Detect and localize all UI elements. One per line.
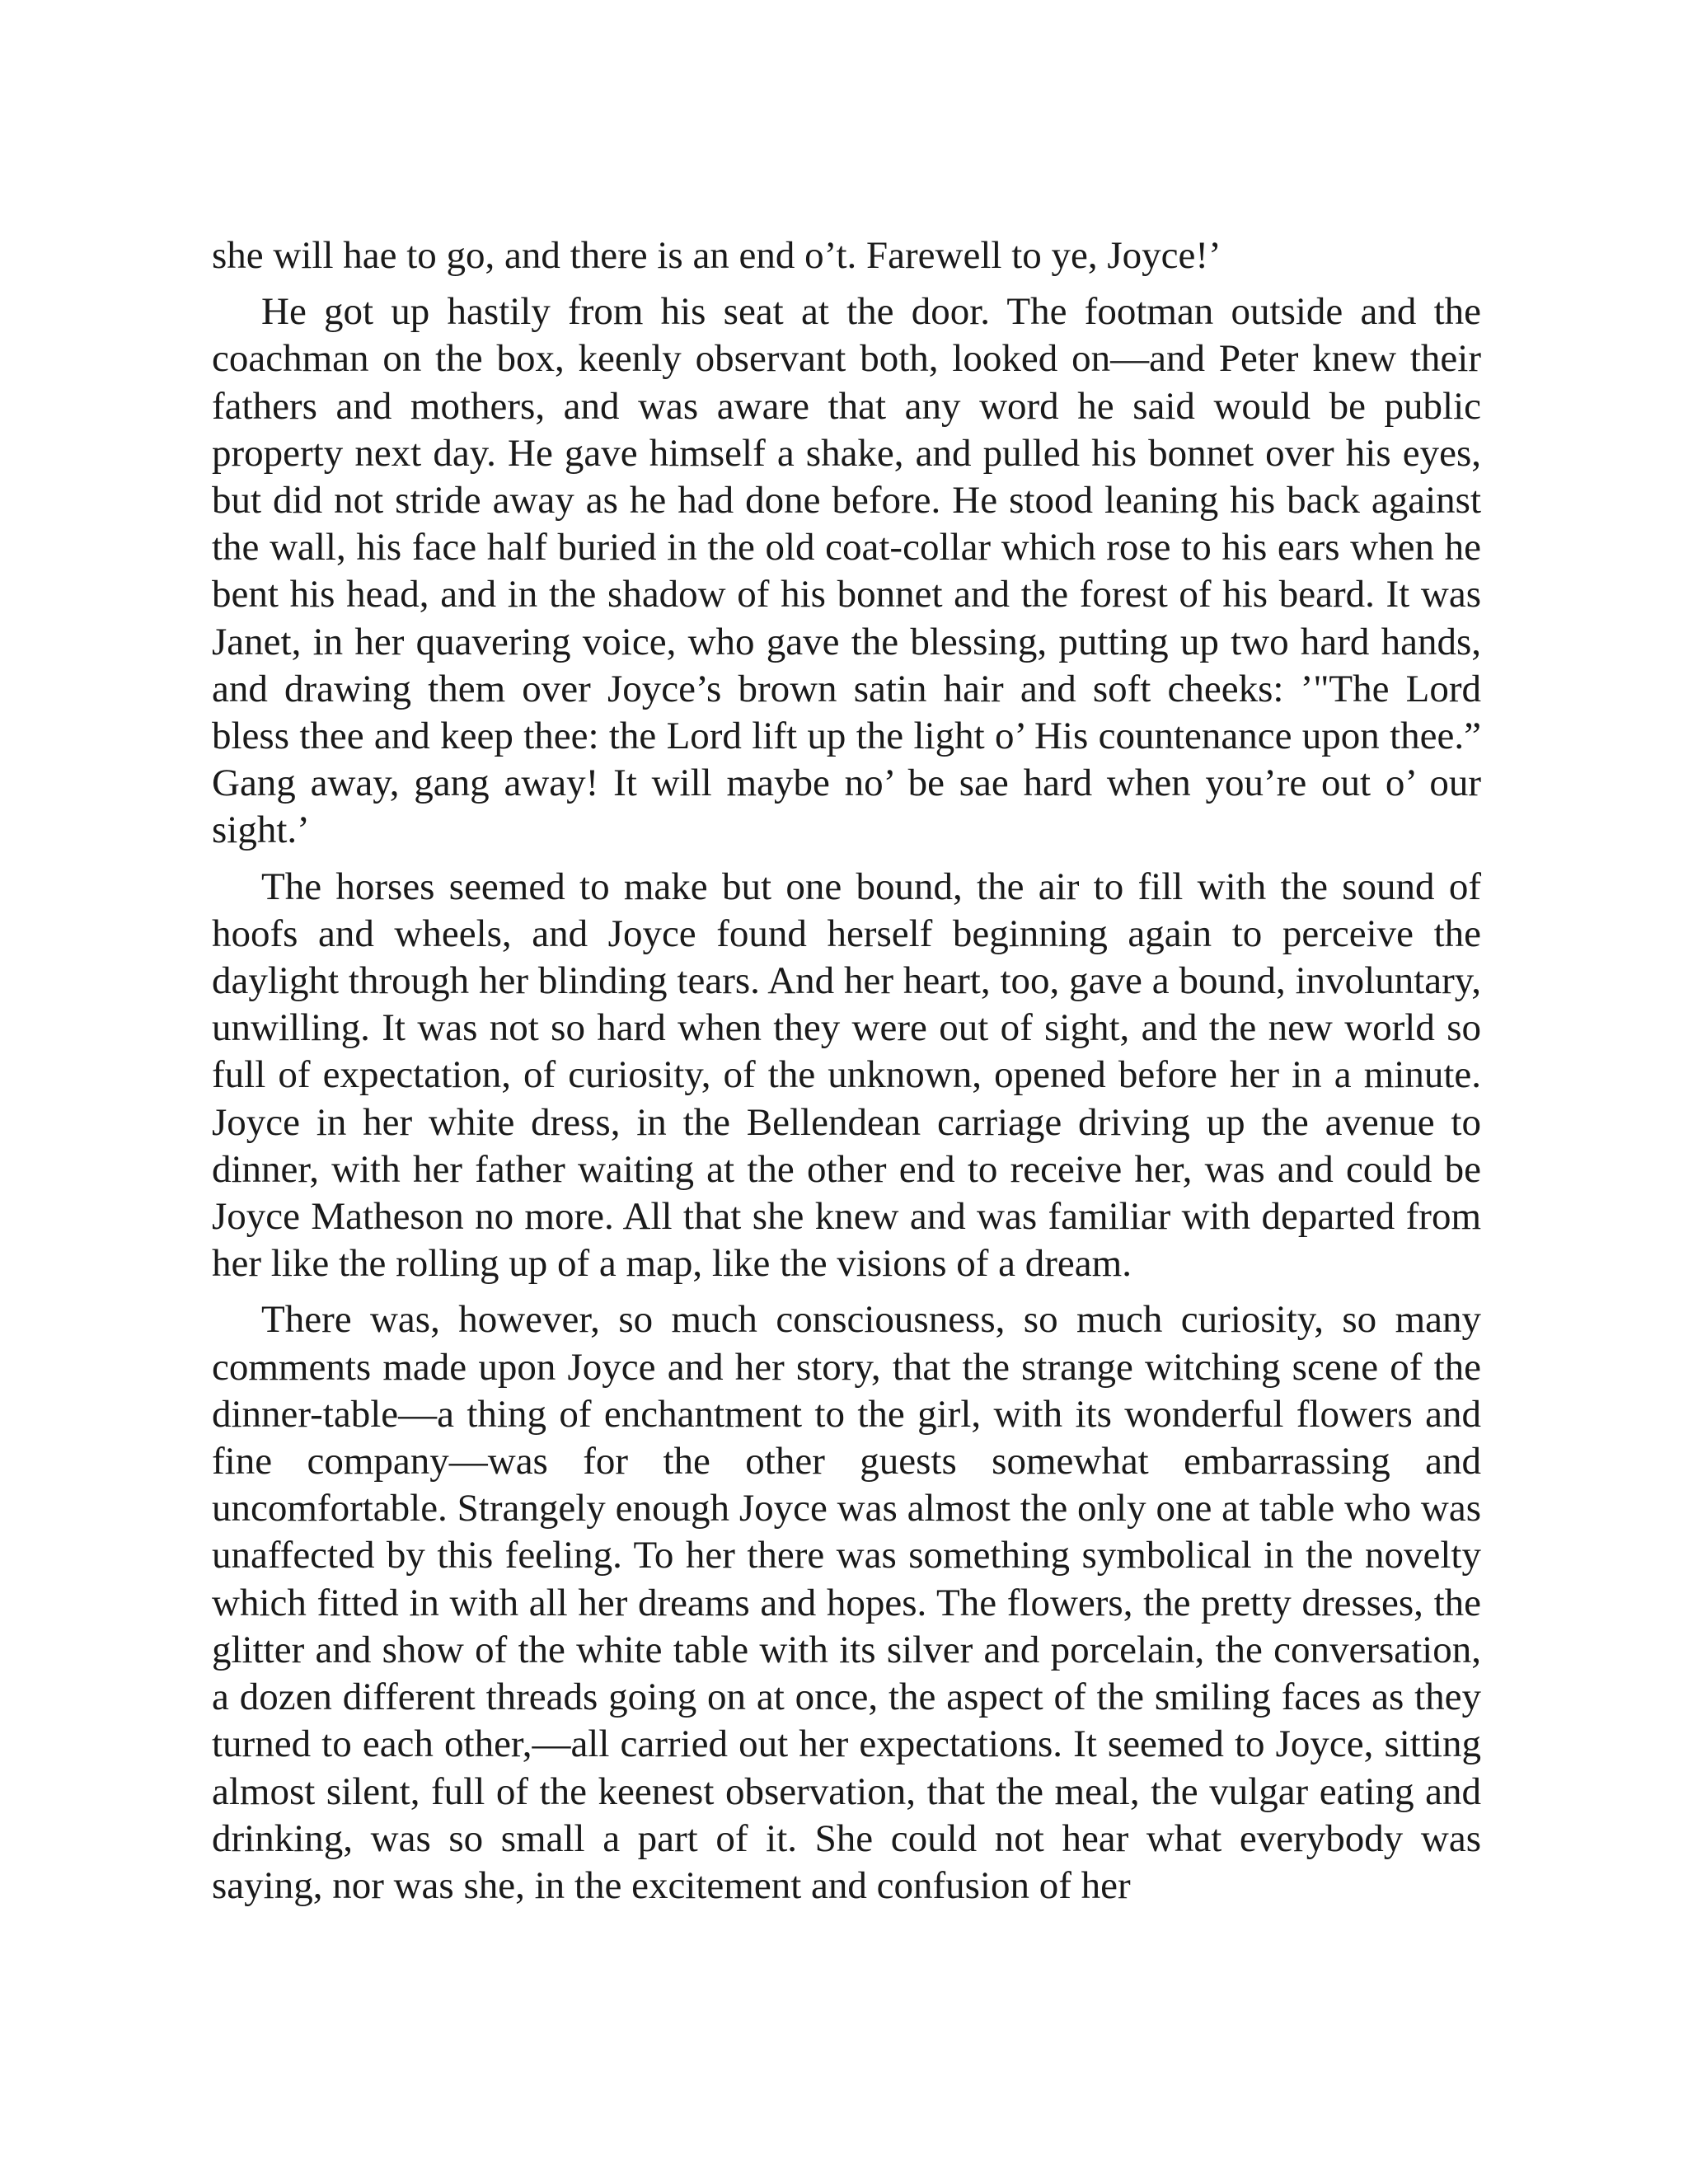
- paragraph-continuation: she will hae to go, and there is an end o’t. Farewell to ye, Joyce!’: [212, 234, 1221, 277]
- paragraph-dinner-table: There was, however, so much consciousness, so much curiosity, so many comments made upon Joyce and her story, that the strange witching scene of the dinner-table—a thing of enchantment to the girl, with its wonderful flowers and fine company—was for the other guests somewhat embarrassing and uncomfortable. Strangely enough Joyce was almost the only one at table who was unaffected by this feeling. To her there was something symbolical in the novelty which fitted in with all her dreams and hopes. The flowers, the pretty dresses, the glitter and show of the white table with its silver and porcelain, the conversation, a dozen different threads going on at once, the aspect of the smiling faces as they turned to each other,—all carried out her expectations. It seemed to Joyce, sitting almost silent, full of the keenest observation, that the meal, the vulgar eating and drinking, was so small a part of it. She could not hear what everybody was saying, nor was she, in the excitement and confusion of her: [212, 1298, 1481, 1907]
- page-text-body: [212, 232, 1481, 1919]
- paragraph-peter-farewell: He got up hastily from his seat at the door. The footman outside and the coachman on the box, keenly observant both, looked on—and Peter knew their fathers and mothers, and was aware that any word he said would be public property next day. He gave himself a shake, and pulled his bonnet over his eyes, but did not stride away as he had done before. He stood leaning his back against the wall, his face half buried in the old coat-collar which rose to his ears when he bent his head, and in the shadow of his bonnet and the forest of his beard. It was Janet, in her quavering voice, who gave the blessing, putting up two hard hands, and drawing them over Joyce’s brown satin hair and soft cheeks: ’"The Lord bless thee and keep thee: the Lord lift up the light o’ His countenance upon thee.” Gang away, gang away! It will maybe no’ be sae hard when you’re out o’ our sight.’: [212, 290, 1481, 852]
- paragraph-carriage-departure: The horses seemed to make but one bound, the air to fill with the sound of hoofs and wheels, and Joyce found herself beginning again to perceive the daylight through her blinding tears. And her heart, too, gave a bound, involuntary, unwilling. It was not so hard when they were out of sight, and the new world so full of expectation, of curiosity, of the unknown, opened before her in a minute. Joyce in her white dress, in the Bellendean carriage driving up the avenue to dinner, with her father waiting at the other end to receive her, was and could be Joyce Matheson no more. All that she knew and was familiar with departed from her like the rolling up of a map, like the visions of a dream.: [212, 865, 1481, 1286]
